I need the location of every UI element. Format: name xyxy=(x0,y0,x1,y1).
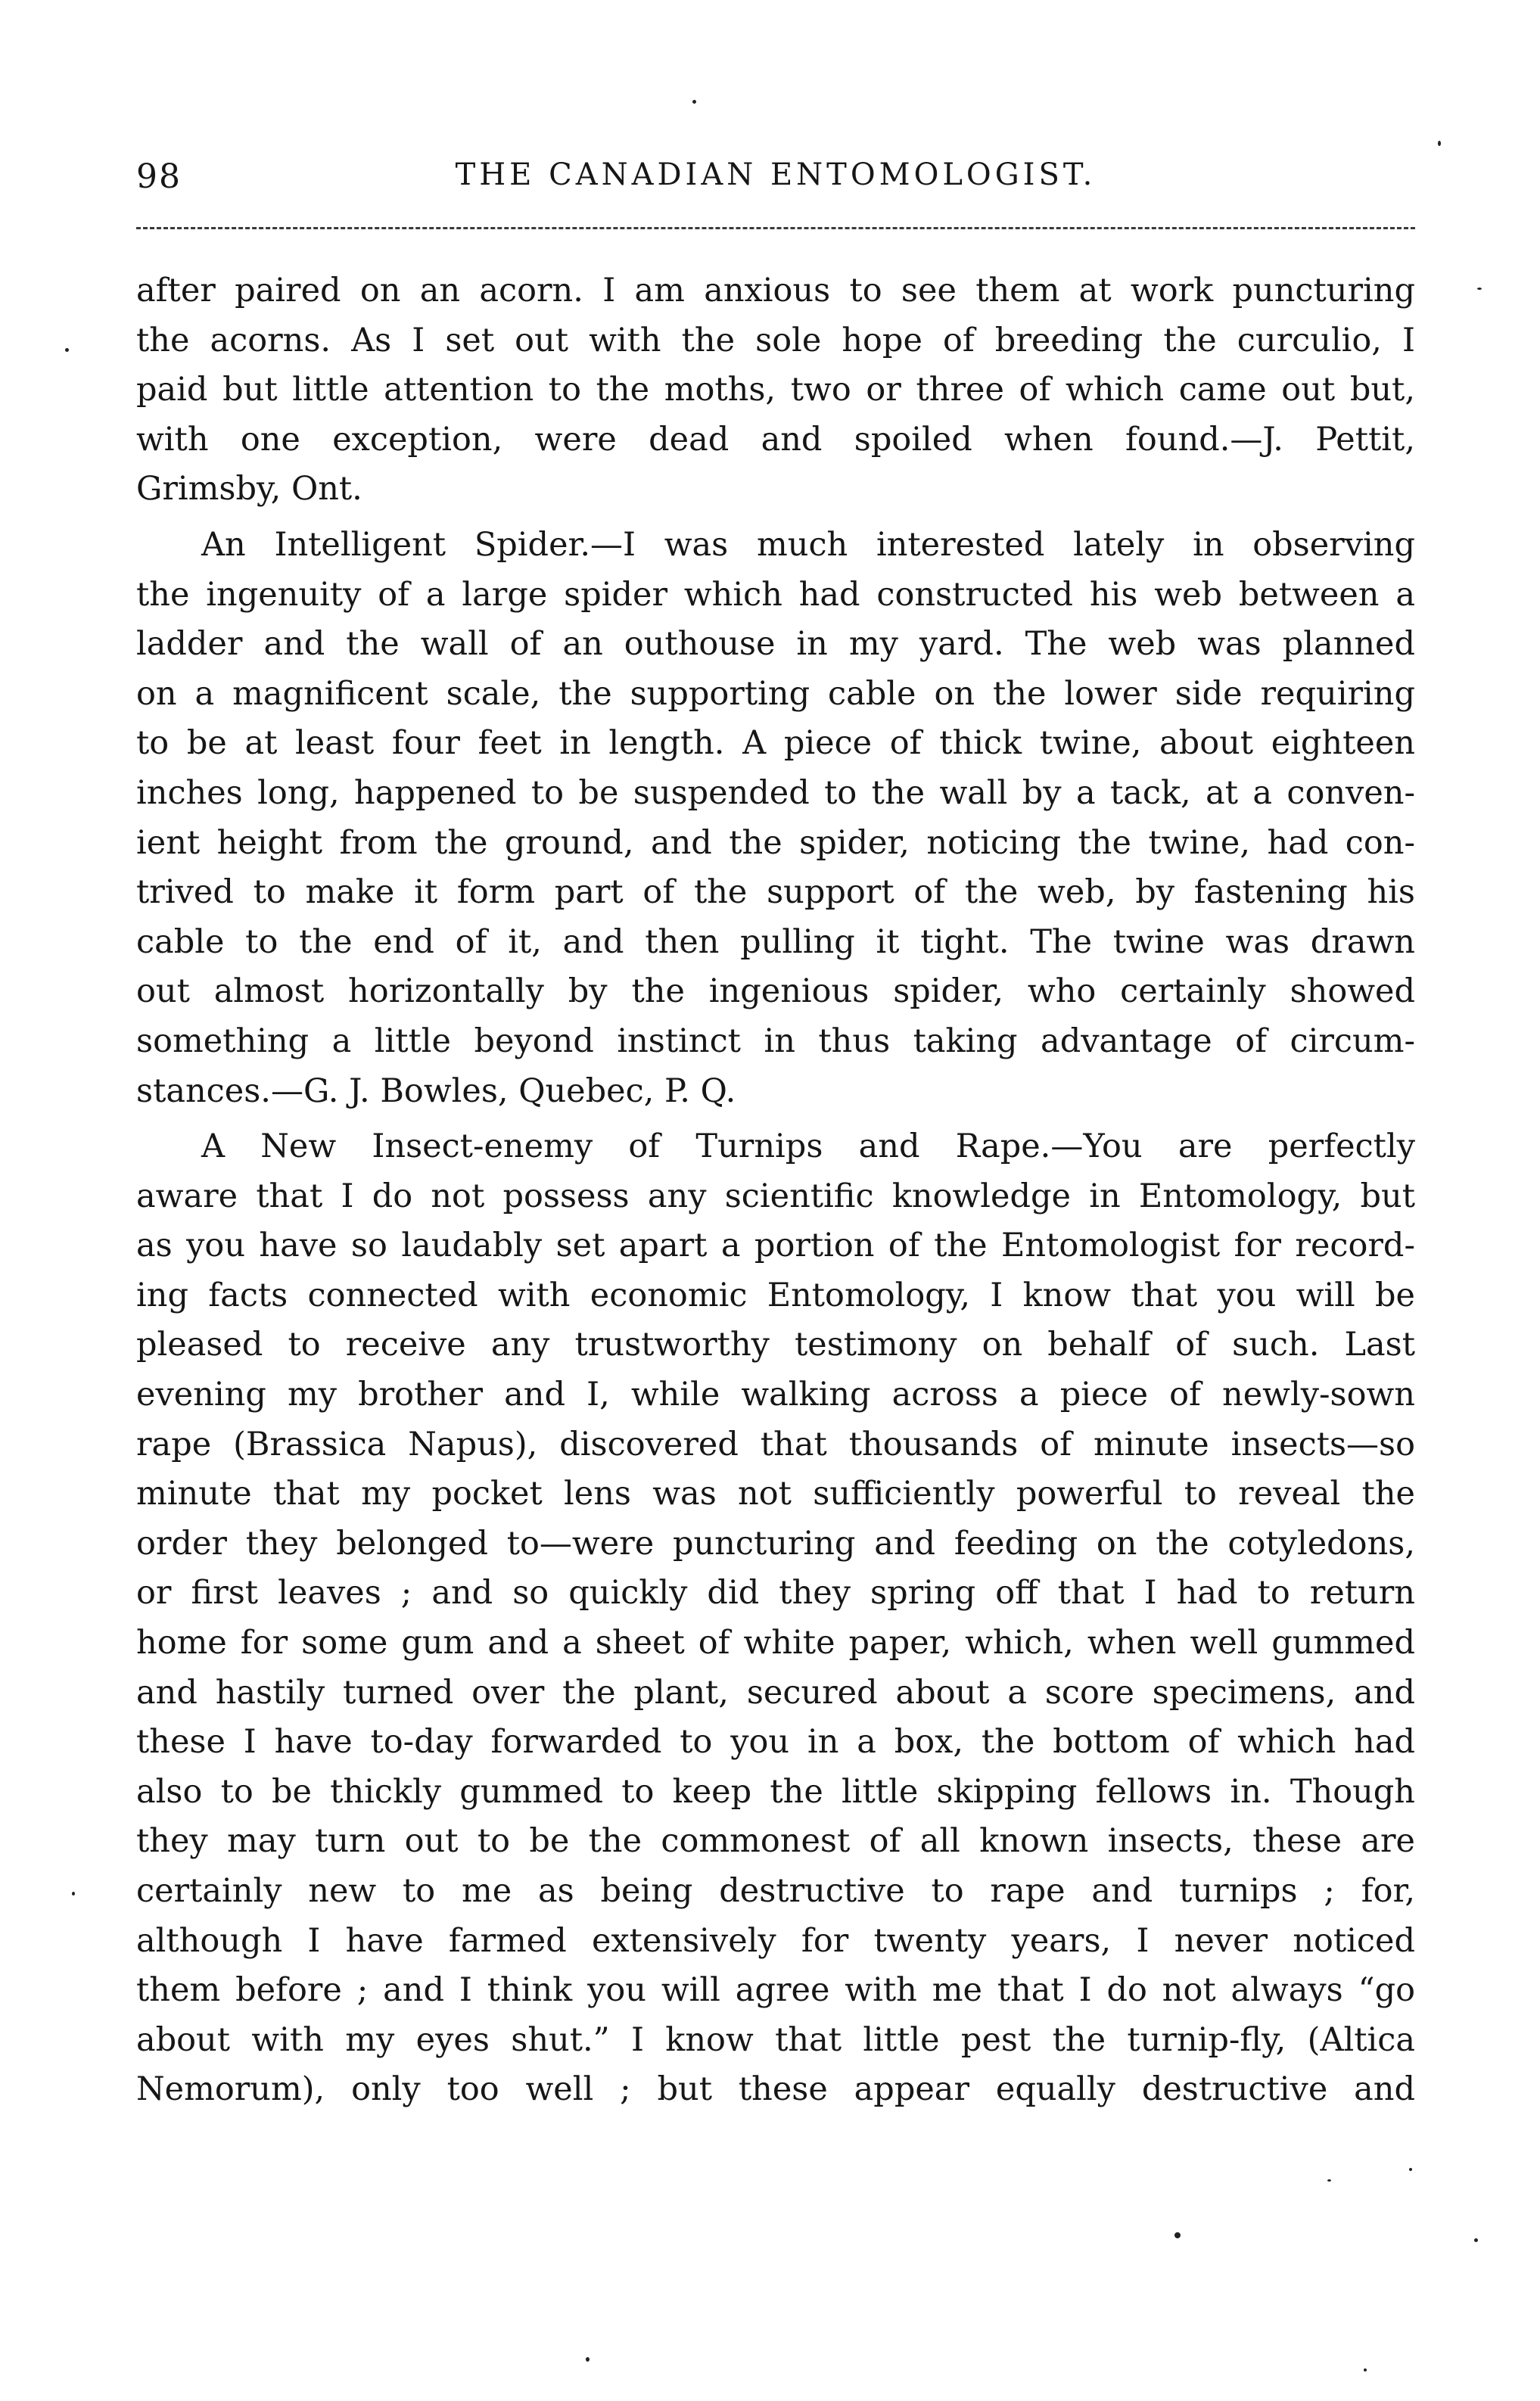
text-line: on a magnificent scale, the supporting cable on the lower side requiring xyxy=(136,674,1415,713)
text-line: minute that my pocket lens was not sufficiently powerful to reveal the xyxy=(136,1475,1415,1513)
scan-speck xyxy=(1364,2368,1367,2371)
text-line: order they belonged to—were puncturing and feeding on the cotyledons, xyxy=(136,1524,1415,1563)
text-line: Nemorum), only too well ; but these appear equally destructive and xyxy=(136,2070,1415,2109)
text-line: pleased to receive any trustworthy testimony on behalf of such. Last xyxy=(136,1326,1415,1364)
scan-speck xyxy=(586,2357,590,2362)
text-line: cable to the end of it, and then pulling it tight. The twine was drawn xyxy=(136,922,1415,961)
text-line: they may turn out to be the commonest of all known insects, these are xyxy=(136,1822,1415,1861)
text-line: or first leaves ; and so quickly did they spring off that I had to return xyxy=(136,1574,1415,1613)
text-line: stances.—G. J. Bowles, Quebec, P. Q. xyxy=(136,1071,736,1110)
text-line: Grimsby, Ont. xyxy=(136,470,362,509)
text-line: An Intelligent Spider.—I was much interested lately in observing xyxy=(201,525,1415,564)
scan-speck xyxy=(1477,288,1482,290)
scan-speck xyxy=(72,1892,75,1896)
running-head xyxy=(136,157,1415,203)
text-line: to be at least four feet in length. A piece of thick twine, about eighteen xyxy=(136,724,1415,763)
scan-speck xyxy=(1438,141,1441,146)
text-line: rape (Brassica Napus), discovered that thousands of minute insects—so xyxy=(136,1425,1415,1463)
text-line: the ingenuity of a large spider which had constructed his web between a xyxy=(136,575,1415,614)
header-rule xyxy=(136,227,1415,229)
text-line: paid but little attention to the moths, two or three of which came out but, xyxy=(136,371,1415,409)
text-line: A New Insect-enemy of Turnips and Rape.—You are perfectly xyxy=(201,1127,1415,1166)
article-text xyxy=(136,266,1415,2115)
scan-speck xyxy=(1327,2179,1331,2182)
text-line: inches long, happened to be suspended to the wall by a tack, at a conven- xyxy=(136,773,1415,812)
text-line: home for some gum and a sheet of white paper, which, when well gummed xyxy=(136,1624,1415,1662)
text-line: ladder and the wall of an outhouse in my yard. The web was planned xyxy=(136,625,1415,664)
scan-speck xyxy=(65,348,69,352)
text-line: as you have so laudably set apart a portion of the Entomologist for record- xyxy=(136,1227,1415,1265)
text-line: certainly new to me as being destructive to rape and turnips ; for, xyxy=(136,1872,1415,1910)
scan-speck xyxy=(1174,2232,1181,2238)
scan-speck xyxy=(1409,2168,1412,2171)
text-line: the acorns. As I set out with the sole hope of breeding the curculio, I xyxy=(136,321,1415,359)
text-line: ing facts connected with economic Entomology, I know that you will be xyxy=(136,1276,1415,1314)
text-line: trived to make it form part of the support of the web, by fastening his xyxy=(136,873,1415,912)
text-line: and hastily turned over the plant, secured about a score specimens, and xyxy=(136,1673,1415,1712)
page-number: 98 xyxy=(136,157,182,196)
scan-speck xyxy=(692,100,696,104)
journal-title: THE CANADIAN ENTOMOLOGIST. xyxy=(455,157,1097,192)
text-line: these I have to-day forwarded to you in a box, the bottom of which had xyxy=(136,1723,1415,1762)
text-line: also to be thickly gummed to keep the little skipping fellows in. Though xyxy=(136,1772,1415,1811)
text-line: something a little beyond instinct in thus taking advantage of circum- xyxy=(136,1022,1415,1060)
text-line: out almost horizontally by the ingenious spider, who certainly showed xyxy=(136,972,1415,1011)
text-line: after paired on an acorn. I am anxious to see them at work puncturing xyxy=(136,272,1415,309)
text-line: evening my brother and I, while walking across a piece of newly-sown xyxy=(136,1376,1415,1414)
text-line: about with my eyes shut.” I know that little pest the turnip-fly, (Altica xyxy=(136,2020,1415,2059)
text-line: with one exception, were dead and spoiled when found.—J. Pettit, xyxy=(136,420,1415,459)
text-line: although I have farmed extensively for twenty years, I never noticed xyxy=(136,1921,1415,1960)
text-line: them before ; and I think you will agree with me that I do not always “go xyxy=(136,1971,1415,2010)
scan-speck xyxy=(1474,2238,1478,2242)
text-line: aware that I do not possess any scientific knowledge in Entomology, but xyxy=(136,1177,1415,1215)
text-line: ient height from the ground, and the spider, noticing the twine, had con- xyxy=(136,823,1415,862)
